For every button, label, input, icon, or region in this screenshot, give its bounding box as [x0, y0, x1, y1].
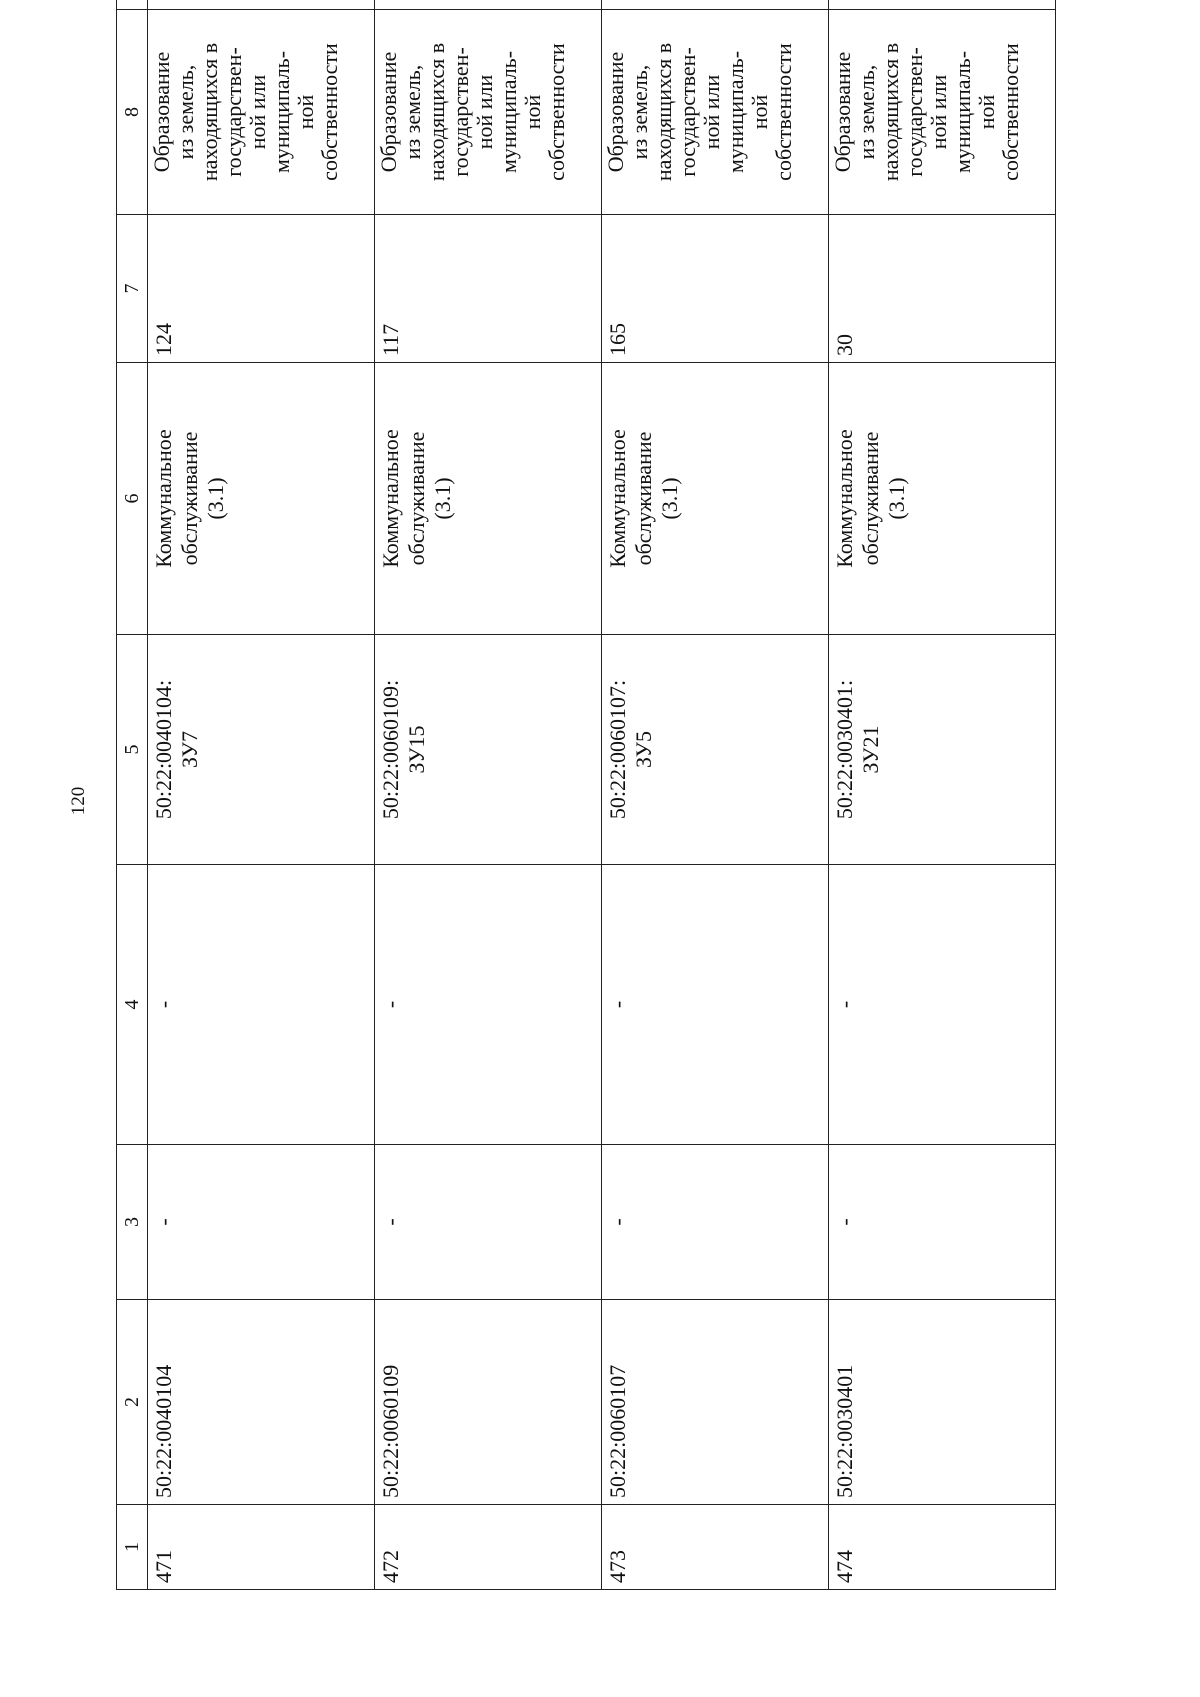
row-number: 473	[602, 1505, 829, 1590]
permitted-use-line: (3.1)	[203, 477, 228, 520]
header-cell: 6	[117, 363, 148, 635]
formation-method-line: из земель,	[173, 64, 198, 160]
formation-method-line: собственности	[771, 43, 796, 181]
permitted-use-line: (3.1)	[430, 477, 455, 520]
plot-area: 117	[375, 215, 602, 363]
cadastral-quarter: 50:22:0030401	[829, 1300, 1056, 1505]
row-number: 474	[829, 1505, 1056, 1590]
formation-method	[375, 10, 602, 215]
formation-method-line: государствен-	[221, 47, 246, 177]
permitted-use-line: Коммунальное	[832, 429, 857, 568]
formation-method-line: из земель,	[400, 64, 425, 160]
plot-designation-line: ЗУ15	[404, 725, 429, 774]
table-row	[148, 0, 375, 1590]
cadastral-quarter: 50:22:0040104	[148, 1300, 375, 1505]
col4-value: -	[602, 865, 829, 1145]
col3-value: -	[148, 1145, 375, 1300]
plot-designation	[375, 635, 602, 865]
permitted-use-line: обслуживание	[858, 431, 883, 566]
col4-value: -	[375, 865, 602, 1145]
col9-value	[829, 0, 1056, 10]
formation-method	[148, 10, 375, 215]
plot-area: 124	[148, 215, 375, 363]
formation-method-line: Образование	[603, 51, 628, 173]
formation-method-line: ной	[520, 94, 545, 130]
header-cell: 1	[117, 1505, 148, 1590]
formation-method-line: находящихся в	[197, 42, 222, 182]
permitted-use-line: (3.1)	[657, 477, 682, 520]
table-header-row	[117, 0, 148, 1590]
formation-method-line: муниципаль-	[269, 50, 294, 174]
cadastral-quarter: 50:22:0060107	[602, 1300, 829, 1505]
formation-method-line: из земель,	[627, 64, 652, 160]
permitted-use	[148, 363, 375, 635]
header-cell	[117, 0, 148, 10]
header-cell: 7	[117, 215, 148, 363]
formation-method-line: находящихся в	[651, 42, 676, 182]
plot-designation-line: ЗУ5	[631, 730, 656, 769]
formation-method	[602, 10, 829, 215]
formation-method-line: Образование	[830, 51, 855, 173]
plot-designation-line: ЗУ7	[177, 730, 202, 769]
plot-designation-line: 50:22:0040104:	[151, 679, 176, 820]
plot-designation-line: 50:22:0030401:	[832, 679, 857, 820]
formation-method-line: ной	[974, 94, 999, 130]
permitted-use-line: обслуживание	[177, 431, 202, 566]
formation-method-line: муниципаль-	[496, 50, 521, 174]
col4-value: -	[148, 865, 375, 1145]
formation-method-line: государствен-	[675, 47, 700, 177]
col9-value	[375, 0, 602, 10]
plot-designation-line: 50:22:0060109:	[378, 679, 403, 820]
permitted-use-line: Коммунальное	[151, 429, 176, 568]
rotated-table-wrapper	[116, 42, 1056, 1590]
row-number: 471	[148, 1505, 375, 1590]
formation-method-line: собственности	[998, 43, 1023, 181]
page-number: 120	[68, 786, 89, 816]
formation-method-line: ной	[293, 94, 318, 130]
header-cell: 5	[117, 635, 148, 865]
cadastral-quarter: 50:22:0060109	[375, 1300, 602, 1505]
permitted-use-line: Коммунальное	[605, 429, 630, 568]
col9-value	[148, 0, 375, 10]
formation-method-line: ной или	[926, 74, 951, 150]
table-row	[602, 0, 829, 1590]
formation-method-line: муниципаль-	[950, 50, 975, 174]
table-row	[375, 0, 602, 1590]
permitted-use	[375, 363, 602, 635]
header-cell: 3	[117, 1145, 148, 1300]
formation-method-line: муниципаль-	[723, 50, 748, 174]
plot-designation	[602, 635, 829, 865]
formation-method-line: ной	[747, 94, 772, 130]
formation-method	[829, 10, 1056, 215]
formation-method-line: Образование	[149, 51, 174, 173]
formation-method-line: ной или	[699, 74, 724, 150]
permitted-use-line: обслуживание	[631, 431, 656, 566]
table-row	[829, 0, 1056, 1590]
formation-method-line: находящихся в	[878, 42, 903, 182]
plot-designation	[148, 635, 375, 865]
header-cell: 2	[117, 1300, 148, 1505]
formation-method-line: собственности	[317, 43, 342, 181]
permitted-use-line: обслуживание	[404, 431, 429, 566]
plot-area: 165	[602, 215, 829, 363]
permitted-use	[829, 363, 1056, 635]
formation-method-line: ной или	[472, 74, 497, 150]
formation-method-line: ной или	[245, 74, 270, 150]
formation-method-line: собственности	[544, 43, 569, 181]
col9-value	[602, 0, 829, 10]
header-cell: 4	[117, 865, 148, 1145]
header-cell: 8	[117, 10, 148, 215]
plot-designation	[829, 635, 1056, 865]
plot-designation-line: 50:22:0060107:	[605, 679, 630, 820]
col3-value: -	[829, 1145, 1056, 1300]
col3-value: -	[602, 1145, 829, 1300]
permitted-use-line: Коммунальное	[378, 429, 403, 568]
permitted-use-line: (3.1)	[884, 477, 909, 520]
plot-area: 30	[829, 215, 1056, 363]
formation-method-line: государствен-	[902, 47, 927, 177]
col4-value: -	[829, 865, 1056, 1145]
col3-value: -	[375, 1145, 602, 1300]
formation-method-line: государствен-	[448, 47, 473, 177]
row-number: 472	[375, 1505, 602, 1590]
formation-method-line: из земель,	[854, 64, 879, 160]
permitted-use	[602, 363, 829, 635]
formation-method-line: находящихся в	[424, 42, 449, 182]
land-plots-table	[116, 0, 1056, 1590]
formation-method-line: Образование	[376, 51, 401, 173]
plot-designation-line: ЗУ21	[858, 725, 883, 774]
